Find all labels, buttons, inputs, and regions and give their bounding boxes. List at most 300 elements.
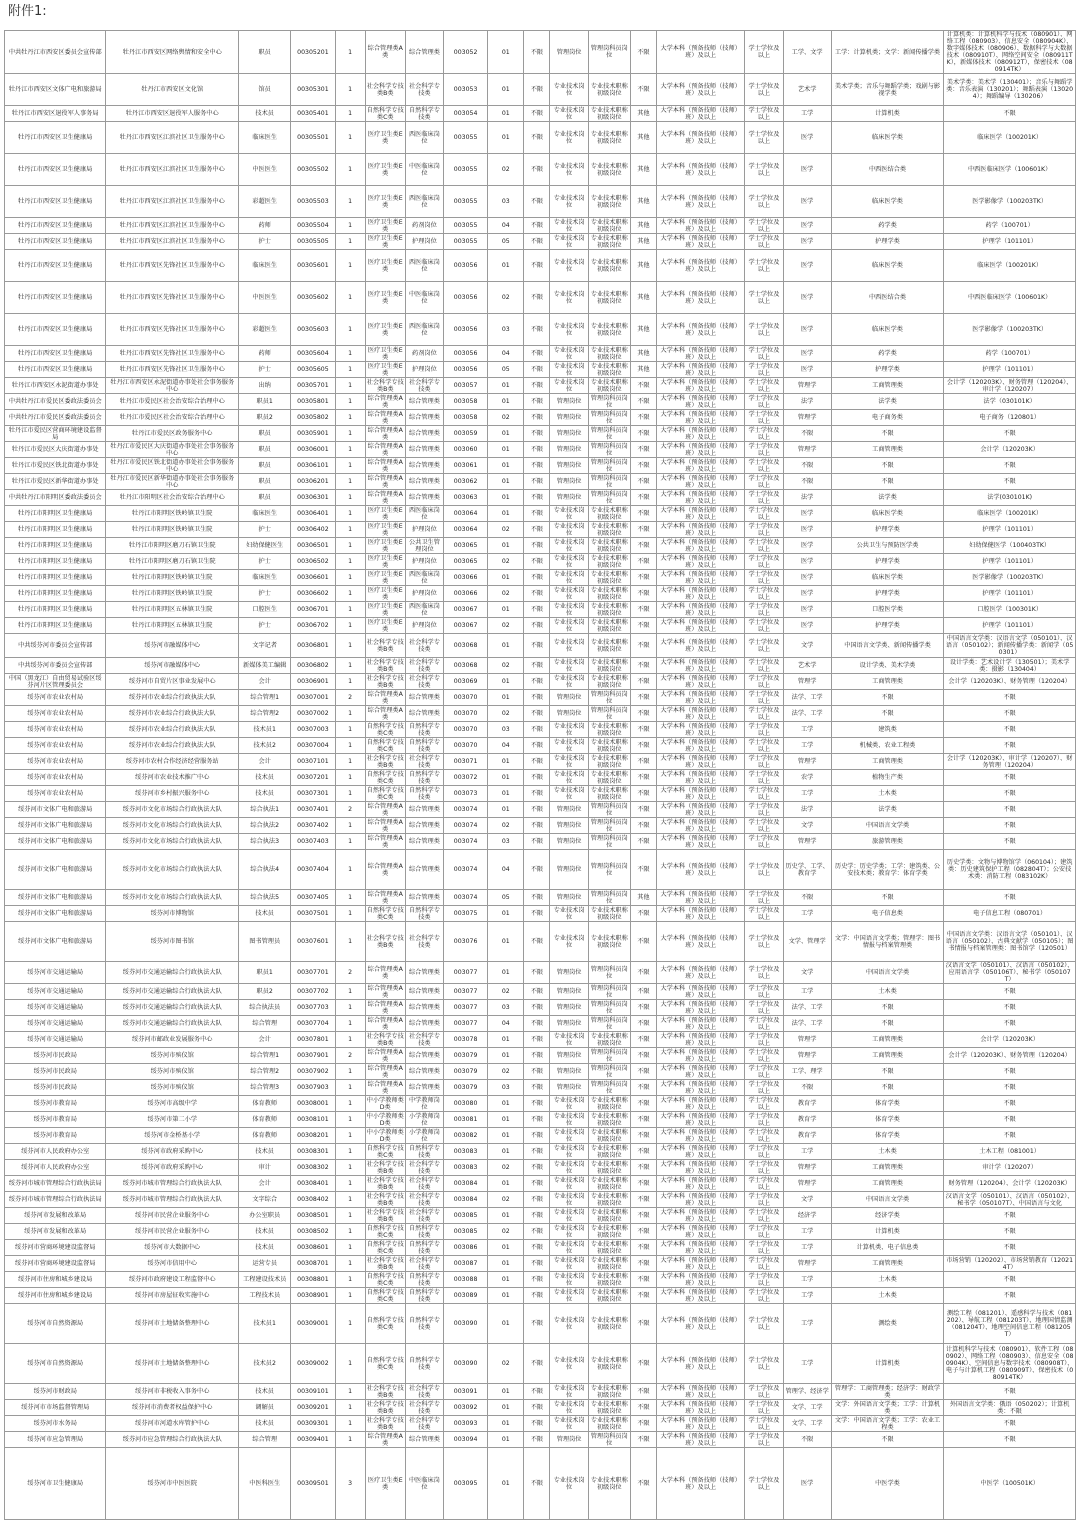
cell-position: 药师 [239, 218, 291, 234]
cell-exam-subject: 小学教师岗位 [405, 1128, 443, 1144]
cell-post-type: 专业技术岗位 [550, 754, 588, 770]
cell-degree: 学士学位及以上 [745, 314, 783, 346]
cell-exam-code: 003055 [444, 218, 488, 234]
cell-exam-code: 003061 [444, 458, 488, 474]
cell-department: 绥芬河市文体广电和旅游局 [5, 850, 106, 890]
cell-degree: 学士学位及以上 [745, 1048, 783, 1064]
cell-education: 大学本科（预备技师（技师）班）及以上 [656, 186, 744, 218]
cell-post-level: 专业技术职称初级岗位 [588, 554, 630, 570]
cell-exam-subject: 社会科学专技类 [405, 922, 443, 962]
cell-degree: 学士学位及以上 [745, 1256, 783, 1272]
cell-restriction: 不限 [630, 74, 656, 106]
cell-exam-code: 003079 [444, 1080, 488, 1096]
cell-degree: 学士学位及以上 [745, 706, 783, 722]
cell-degree: 学士学位及以上 [745, 554, 783, 570]
cell-education: 大学本科（预备技师（技师）班）及以上 [656, 378, 744, 394]
table-row [5, 1064, 1076, 1080]
cell-restriction: 不限 [630, 1448, 656, 1520]
cell-position-code: 00305602 [291, 282, 335, 314]
cell-exam-code: 003056 [444, 346, 488, 362]
cell-education: 大学本科（预备技师（技师）班）及以上 [656, 1304, 744, 1344]
cell-seq: 02 [488, 1160, 524, 1176]
cell-post-type: 专业技术岗位 [550, 1384, 588, 1400]
cell-degree: 学士学位及以上 [745, 1000, 783, 1016]
cell-employer: 绥芬河市农业技术推广中心 [106, 770, 239, 786]
cell-discipline: 法学、工学 [783, 690, 831, 706]
cell-seq: 02 [488, 586, 524, 602]
cell-age: 不限 [524, 890, 550, 906]
cell-restriction: 不限 [630, 906, 656, 922]
cell-major-category: 中国语言文学类 [831, 1192, 944, 1208]
table-row [5, 1096, 1076, 1112]
cell-major-category: 文学：中国语言文学类；管理学：图书情报与档案管理类 [831, 922, 944, 962]
cell-department: 绥芬河市农业农村局 [5, 770, 106, 786]
cell-exam-subject: 药剂岗位 [405, 346, 443, 362]
cell-age: 不限 [524, 1064, 550, 1080]
cell-exam-category: 自然科学专技类C类 [366, 770, 404, 785]
cell-exam-code: 003069 [444, 674, 488, 690]
cell-position: 临床医生 [239, 250, 291, 282]
cell-age: 不限 [524, 506, 550, 522]
cell-restriction: 不限 [630, 474, 656, 490]
cell-education: 大学本科（预备技师（技师）班）及以上 [656, 602, 744, 618]
cell-exam-code: 003072 [444, 770, 488, 786]
cell-restriction: 不限 [630, 1208, 656, 1224]
cell-education: 大学本科（预备技师（技师）班）及以上 [656, 1256, 744, 1272]
cell-exam-code: 003086 [444, 1240, 488, 1256]
cell-major-category: 历史学：历史学类；工学：建筑类、公安技术类；教育学：体育学类 [831, 850, 944, 890]
cell-position-code: 00307701 [291, 962, 335, 984]
cell-education: 大学本科（预备技师（技师）班）及以上 [656, 346, 744, 362]
cell-employer: 绥芬河市农业综合行政执法大队 [106, 706, 239, 722]
cell-employer: 绥芬河市交通运输综合行政执法大队 [106, 1000, 239, 1016]
cell-exam-subject: 西医临床岗位 [405, 122, 443, 154]
cell-exam-subject: 西医临床岗位 [405, 570, 443, 586]
cell-seq: 01 [488, 1128, 524, 1144]
cell-exam-category: 综合管理类A类 [365, 31, 405, 74]
cell-position-code: 00307002 [291, 706, 335, 722]
cell-post-type: 管理岗位 [550, 1048, 588, 1064]
cell-discipline: 历史学、工学、教育学 [783, 850, 831, 890]
cell-post-type: 管理岗位 [550, 1432, 588, 1448]
cell-department: 绥芬河市民政局 [5, 1048, 106, 1064]
cell-exam-category: 医疗卫生类E类 [365, 122, 405, 154]
cell-position-code: 00305401 [291, 106, 335, 122]
cell-degree: 学士学位及以上 [745, 1240, 783, 1256]
cell-headcount: 1 [335, 122, 365, 154]
cell-employer: 绥芬河市河道水库管护中心 [106, 1416, 239, 1432]
cell-post-type: 专业技术岗位 [550, 186, 588, 218]
cell-education: 大学本科（预备技师（技师）班）及以上 [656, 634, 744, 658]
table-row [5, 1144, 1076, 1160]
cell-exam-subject: 社会科学专技类 [405, 1256, 443, 1272]
cell-exam-code: 003081 [444, 1112, 488, 1128]
cell-exam-subject: 社会科学专技类 [405, 1032, 443, 1048]
cell-restriction: 其他 [630, 218, 656, 234]
cell-discipline: 医学 [783, 538, 831, 554]
cell-exam-category: 综合管理类A类 [365, 890, 405, 906]
cell-post-type: 专业技术岗位 [550, 1400, 588, 1416]
cell-seq: 01 [488, 1448, 524, 1520]
cell-major-category: 中医学类 [831, 1448, 944, 1520]
cell-major-category: 不限 [831, 426, 944, 442]
cell-position-code: 00309001 [291, 1304, 335, 1344]
cell-age: 不限 [524, 770, 550, 786]
cell-age: 不限 [524, 458, 550, 474]
cell-post-type: 专业技术岗位 [550, 106, 588, 122]
cell-age: 不限 [524, 1112, 550, 1128]
table-row [5, 74, 1076, 106]
cell-post-level: 专业技术职称初级岗位 [588, 722, 630, 738]
cell-degree: 学士学位及以上 [745, 922, 783, 962]
cell-post-type: 专业技术岗位 [550, 538, 588, 554]
cell-exam-subject: 护理岗位 [405, 362, 443, 378]
cell-position-code: 00305604 [291, 346, 335, 362]
cell-age: 不限 [524, 378, 550, 394]
cell-exam-subject: 自然科学专技类 [405, 1240, 443, 1256]
cell-degree: 学士学位及以上 [745, 890, 783, 906]
cell-exam-category: 综合管理类A类 [365, 962, 405, 984]
cell-major: 医学影像学（100203TK） [944, 314, 1076, 346]
cell-major-category: 土木类 [831, 984, 944, 1000]
cell-exam-subject: 综合管理类 [405, 31, 443, 74]
cell-exam-code: 003082 [444, 1128, 488, 1144]
cell-department: 绥芬河市交通运输局 [5, 984, 106, 1000]
cell-headcount: 1 [335, 1256, 365, 1272]
cell-seq: 01 [488, 634, 524, 658]
cell-position: 综合管理 [239, 1432, 291, 1448]
cell-degree: 学士学位及以上 [745, 962, 783, 984]
cell-department: 绥芬河市教育局 [5, 1128, 106, 1144]
cell-age: 不限 [524, 154, 550, 186]
cell-exam-subject: 社会科学专技类 [405, 1384, 443, 1400]
cell-education: 大学本科（预备技师（技师）班）及以上 [656, 1064, 744, 1080]
cell-age: 不限 [524, 218, 550, 234]
cell-post-type: 专业技术岗位 [550, 1208, 588, 1224]
cell-post-type: 专业技术岗位 [550, 1256, 588, 1272]
cell-degree: 学士学位及以上 [745, 586, 783, 602]
cell-position-code: 00305603 [291, 314, 335, 346]
cell-department: 牡丹江市爱民区铁北街道办事处 [5, 458, 106, 474]
cell-position: 综合管理3 [239, 1080, 291, 1096]
cell-headcount: 1 [335, 906, 365, 922]
table-row [5, 154, 1076, 186]
cell-exam-code: 003085 [444, 1224, 488, 1240]
cell-post-level: 专业技术职称初级岗位 [588, 378, 630, 394]
cell-exam-subject: 社会科学专技类 [405, 754, 443, 770]
cell-degree: 学士学位及以上 [745, 674, 783, 690]
cell-discipline: 管理学 [783, 754, 831, 770]
cell-major: 不限 [944, 834, 1076, 850]
cell-post-level: 专业技术职称初级岗位 [588, 154, 630, 186]
cell-employer: 绥芬河市文化市场综合行政执法大队 [106, 802, 239, 818]
cell-discipline: 医学 [783, 522, 831, 538]
cell-department: 中共绥芬河市委员会宣传部 [5, 658, 106, 674]
cell-exam-subject: 综合管理类 [405, 458, 443, 474]
cell-position: 职员1 [239, 962, 291, 984]
cell-exam-subject: 护理岗位 [405, 618, 443, 634]
cell-seq: 01 [488, 1112, 524, 1128]
cell-position-code: 00307404 [291, 850, 335, 890]
cell-post-level: 管理岗科员岗位 [588, 1016, 630, 1032]
cell-major-category: 中国语言文学类、新闻传播学类 [831, 634, 944, 658]
cell-post-level: 专业技术职称初级岗位 [588, 1256, 630, 1272]
table-row [5, 1304, 1076, 1344]
table-row [5, 802, 1076, 818]
cell-age: 不限 [524, 442, 550, 458]
cell-headcount: 1 [335, 250, 365, 282]
cell-discipline: 医学 [783, 346, 831, 362]
cell-discipline: 经济学 [783, 1208, 831, 1224]
cell-degree: 学士学位及以上 [745, 1160, 783, 1176]
cell-major-category: 计算机类 [831, 1344, 944, 1384]
cell-headcount: 1 [335, 770, 365, 786]
cell-employer: 绥芬河市房屋征收实施中心 [106, 1288, 239, 1304]
cell-exam-category: 自然科学专技类C类 [366, 1272, 404, 1287]
cell-department: 牡丹江市爱民区新华街道办事处 [5, 474, 106, 490]
cell-seq: 02 [488, 554, 524, 570]
table-row [5, 1048, 1076, 1064]
cell-exam-code: 003070 [444, 690, 488, 706]
cell-major-category: 临床医学类 [831, 250, 944, 282]
cell-exam-category: 医疗卫生类E类 [365, 234, 405, 250]
cell-education: 大学本科（预备技师（技师）班）及以上 [656, 706, 744, 722]
cell-exam-code: 003077 [444, 1016, 488, 1032]
cell-exam-category: 医疗卫生类E类 [365, 570, 405, 586]
cell-restriction: 不限 [630, 962, 656, 984]
cell-post-level: 管理岗科员岗位 [588, 490, 630, 506]
cell-age: 不限 [524, 1048, 550, 1064]
cell-major-category: 工商管理类 [831, 1160, 944, 1176]
cell-post-type: 专业技术岗位 [550, 122, 588, 154]
cell-post-type: 专业技术岗位 [550, 1128, 588, 1144]
cell-exam-code: 003055 [444, 234, 488, 250]
cell-department: 绥芬河市交通运输局 [5, 1000, 106, 1016]
table-row [5, 634, 1076, 658]
cell-discipline: 管理学 [783, 1032, 831, 1048]
table-row [5, 770, 1076, 786]
cell-post-type: 专业技术岗位 [550, 346, 588, 362]
cell-post-type: 专业技术岗位 [550, 634, 588, 658]
cell-major: 不限 [944, 818, 1076, 834]
cell-headcount: 2 [335, 962, 365, 984]
cell-exam-subject: 综合管理类 [405, 834, 443, 850]
cell-position-code: 00305901 [291, 426, 335, 442]
cell-discipline: 工学 [783, 786, 831, 802]
cell-post-level: 管理岗科员岗位 [588, 394, 630, 410]
cell-post-level: 专业技术职称初级岗位 [588, 1032, 630, 1048]
cell-headcount: 2 [335, 1048, 365, 1064]
cell-education: 大学本科（预备技师（技师）班）及以上 [656, 1448, 744, 1520]
cell-department: 绥芬河市交通运输局 [5, 962, 106, 984]
cell-position: 运营专员 [239, 1256, 291, 1272]
cell-position-code: 00307501 [291, 906, 335, 922]
cell-employer: 牡丹江市爱民区政务服务中心 [106, 426, 239, 442]
cell-exam-category: 综合管理类A类 [365, 1064, 405, 1080]
cell-age: 不限 [524, 834, 550, 850]
cell-position-code: 00306402 [291, 522, 335, 538]
cell-exam-category: 综合管理类A类 [365, 490, 405, 506]
cell-seq: 05 [488, 234, 524, 250]
cell-degree: 学士学位及以上 [745, 1304, 783, 1344]
cell-education: 大学本科（预备技师（技师）班）及以上 [656, 1048, 744, 1064]
cell-discipline: 工学 [783, 1344, 831, 1384]
cell-exam-code: 003090 [444, 1304, 488, 1344]
cell-discipline: 法学 [783, 490, 831, 506]
cell-major-category: 临床医学类 [831, 122, 944, 154]
cell-exam-category: 自然科学专技类C类 [366, 786, 404, 801]
cell-position-code: 00309301 [291, 1416, 335, 1432]
cell-post-type: 管理岗位 [550, 458, 588, 474]
cell-age: 不限 [524, 962, 550, 984]
cell-discipline: 管理学 [783, 1176, 831, 1192]
cell-education: 大学本科（预备技师（技师）班）及以上 [656, 506, 744, 522]
cell-major-category: 工商管理类 [831, 378, 944, 394]
recruitment-table [4, 30, 1076, 1520]
cell-restriction: 不限 [630, 658, 656, 674]
cell-position-code: 00308401 [291, 1176, 335, 1192]
cell-age: 不限 [524, 1256, 550, 1272]
cell-exam-code: 003064 [444, 506, 488, 522]
cell-education: 大学本科（预备技师（技师）班）及以上 [656, 1000, 744, 1016]
cell-education: 大学本科（预备技师（技师）班）及以上 [656, 738, 744, 754]
cell-exam-category: 综合管理类A类 [365, 410, 405, 426]
cell-post-type: 专业技术岗位 [550, 1240, 588, 1256]
cell-headcount: 1 [335, 1432, 365, 1448]
cell-major-category: 中西医结合类 [831, 282, 944, 314]
cell-position: 药师 [239, 346, 291, 362]
cell-major: 电子信息工程（080701） [944, 906, 1076, 922]
cell-seq: 01 [488, 1416, 524, 1432]
cell-degree: 学士学位及以上 [745, 426, 783, 442]
cell-discipline: 管理学 [783, 1160, 831, 1176]
cell-position: 职员 [239, 490, 291, 506]
cell-education: 大学本科（预备技师（技师）班）及以上 [656, 1400, 744, 1416]
cell-seq: 01 [488, 74, 524, 106]
cell-department: 绥芬河市住房和城乡建设局 [5, 1288, 106, 1304]
cell-employer: 绥芬河市邮政业发展服务中心 [106, 1032, 239, 1048]
cell-position-code: 00308301 [291, 1144, 335, 1160]
cell-headcount: 1 [335, 31, 365, 74]
cell-post-type: 专业技术岗位 [550, 1144, 588, 1160]
cell-degree: 学士学位及以上 [745, 1032, 783, 1048]
cell-position-code: 00308302 [291, 1160, 335, 1176]
cell-employer: 牡丹江市西安区网络舆情和安全中心 [106, 31, 239, 74]
cell-age: 不限 [524, 1160, 550, 1176]
cell-major: 妇幼保健医学（100403TK） [944, 538, 1076, 554]
cell-position: 审计 [239, 1160, 291, 1176]
cell-major-category: 临床医学类 [831, 506, 944, 522]
cell-position-code: 00307301 [291, 786, 335, 802]
cell-age: 不限 [524, 490, 550, 506]
cell-headcount: 1 [335, 1160, 365, 1176]
cell-employer: 牡丹江市阳明区五林镇卫生院 [106, 618, 239, 634]
table-row [5, 1384, 1076, 1400]
cell-restriction: 不限 [630, 1432, 656, 1448]
cell-age: 不限 [524, 1416, 550, 1432]
cell-education: 大学本科（预备技师（技师）班）及以上 [656, 770, 744, 786]
cell-seq: 01 [488, 1240, 524, 1256]
cell-headcount: 1 [335, 1064, 365, 1080]
cell-major: 会计学（120203K）、财务管理（120204）、审计学（120207） [944, 378, 1076, 394]
cell-restriction: 不限 [630, 1016, 656, 1032]
cell-position-code: 00309002 [291, 1344, 335, 1384]
cell-exam-category: 社会科学专技类B类 [366, 1176, 404, 1191]
cell-education: 大学本科（预备技师（技师）班）及以上 [656, 1208, 744, 1224]
cell-education: 大学本科（预备技师（技师）班）及以上 [656, 410, 744, 426]
cell-education: 大学本科（预备技师（技师）班）及以上 [656, 850, 744, 890]
cell-education: 大学本科（预备技师（技师）班）及以上 [656, 890, 744, 906]
cell-restriction: 不限 [630, 786, 656, 802]
cell-education: 大学本科（预备技师（技师）班）及以上 [656, 1288, 744, 1304]
cell-major-category: 土木类 [831, 1272, 944, 1288]
cell-post-type: 专业技术岗位 [550, 1176, 588, 1192]
cell-exam-code: 003076 [444, 922, 488, 962]
cell-degree: 学士学位及以上 [745, 122, 783, 154]
cell-headcount: 1 [335, 722, 365, 738]
cell-restriction: 不限 [630, 1160, 656, 1176]
cell-major: 不限 [944, 1240, 1076, 1256]
table-row [5, 1176, 1076, 1192]
cell-post-type: 管理岗位 [550, 1000, 588, 1016]
cell-post-level: 专业技术职称初级岗位 [588, 1224, 630, 1240]
cell-exam-subject: 自然科学专技类 [405, 786, 443, 802]
cell-position-code: 00306501 [291, 538, 335, 554]
cell-seq: 01 [488, 962, 524, 984]
cell-major-category: 体育学类 [831, 1112, 944, 1128]
cell-department: 中共牡丹江市爱民区委政法委员会 [5, 394, 106, 410]
cell-major-category: 工商管理类 [831, 1176, 944, 1192]
table-row [5, 346, 1076, 362]
table-row [5, 738, 1076, 754]
cell-position: 妇幼保健医生 [239, 538, 291, 554]
table-row [5, 1400, 1076, 1416]
cell-seq: 02 [488, 1064, 524, 1080]
table-row [5, 234, 1076, 250]
cell-education: 大学本科（预备技师（技师）班）及以上 [656, 962, 744, 984]
cell-discipline: 不限 [783, 1432, 831, 1448]
cell-exam-code: 003053 [444, 74, 488, 106]
cell-age: 不限 [524, 786, 550, 802]
cell-age: 不限 [524, 346, 550, 362]
table-row [5, 1448, 1076, 1520]
cell-seq: 04 [488, 218, 524, 234]
cell-post-type: 专业技术岗位 [550, 1192, 588, 1208]
cell-major: 中医学（100501K） [944, 1448, 1076, 1520]
cell-exam-code: 003084 [444, 1192, 488, 1208]
cell-restriction: 不限 [630, 1032, 656, 1048]
cell-major-category: 设计学类、美术学类 [831, 658, 944, 674]
cell-discipline: 工学 [783, 984, 831, 1000]
cell-education: 大学本科（预备技师（技师）班）及以上 [656, 570, 744, 586]
cell-position-code: 00306301 [291, 490, 335, 506]
cell-restriction: 不限 [630, 1080, 656, 1096]
cell-position: 职员1 [239, 394, 291, 410]
cell-post-type: 专业技术岗位 [550, 74, 588, 106]
cell-restriction: 不限 [630, 834, 656, 850]
cell-position: 职员2 [239, 410, 291, 426]
cell-post-type: 专业技术岗位 [550, 1096, 588, 1112]
cell-seq: 01 [488, 1432, 524, 1448]
cell-seq: 04 [488, 346, 524, 362]
cell-employer: 绥芬河市非税收入事务中心 [106, 1384, 239, 1400]
cell-headcount: 1 [335, 1016, 365, 1032]
cell-position-code: 00305801 [291, 394, 335, 410]
cell-seq: 01 [488, 31, 524, 74]
cell-department: 绥芬河市农业农村局 [5, 754, 106, 770]
cell-employer: 绥芬河市殡仪馆 [106, 1048, 239, 1064]
cell-degree: 学士学位及以上 [745, 442, 783, 458]
